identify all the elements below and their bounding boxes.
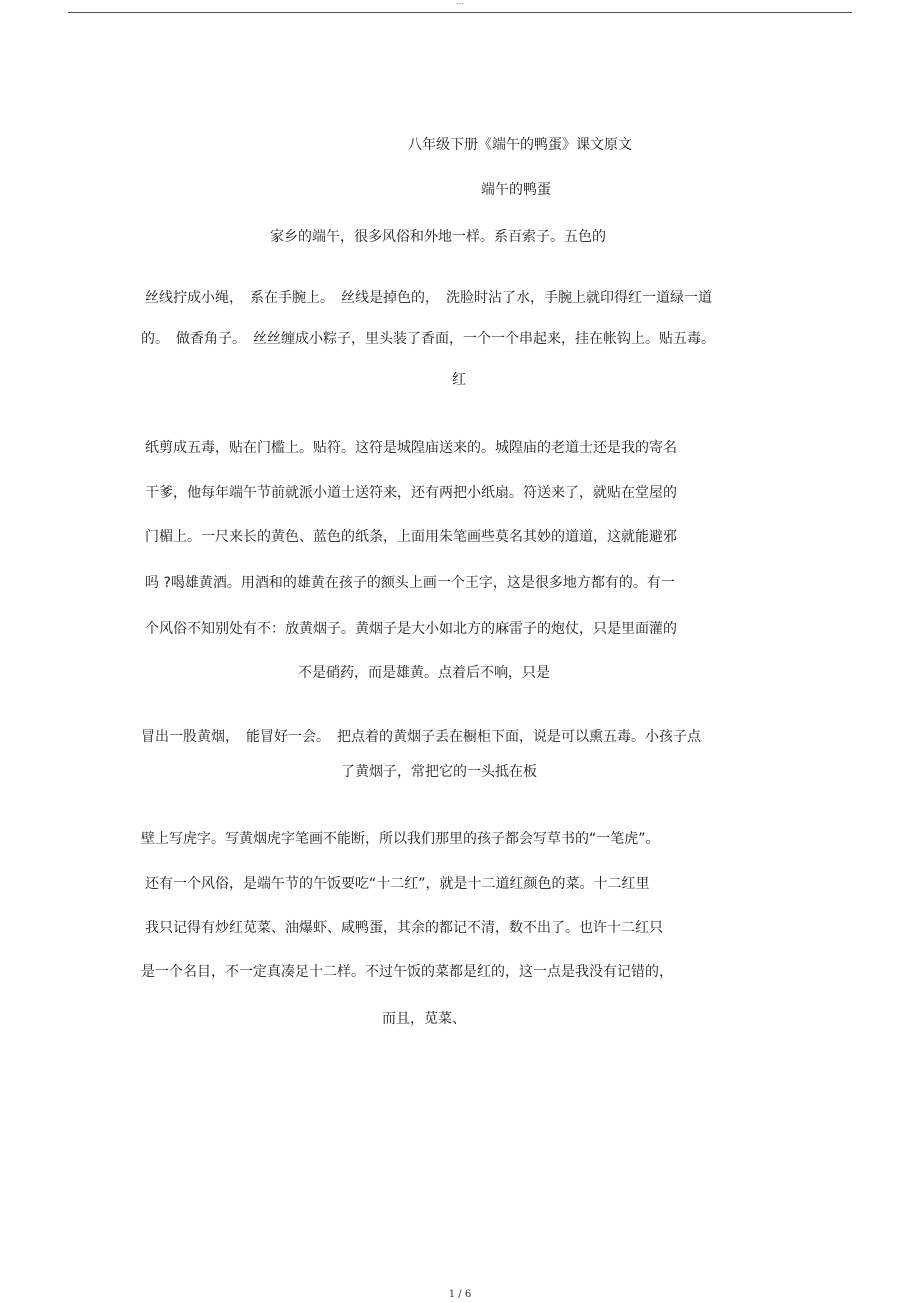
text-line-9: 个风俗不知别处有不：放黄烟子。黄烟子是大小如北方的麻雷子的炮仗，只是里面灌的 [145,621,677,637]
text-line-5: 纸剪成五毒，贴在门槛上。贴符。这符是城隍庙送来的。城隍庙的老道士还是我的寄名 [145,440,677,456]
text-line-2: 丝线拧成小绳， 系在手腕上。 丝线是掉色的， 洗脸时沾了水，手腕上就印得红一道绿一道 [145,290,712,306]
header-rule [68,12,852,13]
text-line-10: 不是硝药，而是雄黄。点着后不响，只是 [298,665,550,681]
document-subtitle: 端午的鸭蛋 [481,182,551,198]
text-line-15: 我只记得有炒红苋菜、油爆虾、咸鸭蛋，其余的都记不清，数不出了。也许十二红只 [145,920,663,936]
text-line-4: 红 [452,372,466,388]
header-mark: --- [455,0,465,8]
text-line-7: 门楣上。一尺来长的黄色、蓝色的纸条，上面用朱笔画些莫名其妙的道道，这就能避邪 [145,529,677,545]
text-line-12: 了黄烟子，常把它的一头抵在板 [341,764,537,780]
text-line-1: 家乡的端午，很多风俗和外地一样。系百索子。五色的 [270,229,606,245]
text-line-3: 的。 做香角子。 丝丝缠成小粽子，里头装了香面，一个一个串起来，挂在帐钩上。贴五毒。 [141,331,715,347]
text-line-16: 是一个名目，不一定真凑足十二样。不过午饭的菜都是红的，这一点是我没有记错的， [141,964,673,980]
text-line-11: 冒出一股黄烟， 能冒好一会。 把点着的黄烟子丢在橱柜下面，说是可以熏五毒。小孩子点 [141,729,701,745]
page-number: 1 / 6 [448,1289,472,1300]
text-line-17: 而且，苋菜、 [382,1011,466,1027]
text-line-6: 干爹，他每年端午节前就派小道士送符来，还有两把小纸扇。符送来了，就贴在堂屋的 [145,485,677,501]
text-line-14: 还有一个风俗，是端午节的午饭要吃“十二红”，就是十二道红颜色的菜。十二红里 [145,876,650,892]
text-line-8: 吗 ?喝雄黄酒。用酒和的雄黄在孩子的额头上画一个王字，这是很多地方都有的。有一 [145,575,675,591]
document-title: 八年级下册《端午的鸭蛋》课文原文 [408,137,632,153]
text-line-13: 壁上写虎字。写黄烟虎字笔画不能断，所以我们那里的孩子都会写草书的“一笔虎”。 [141,831,660,847]
